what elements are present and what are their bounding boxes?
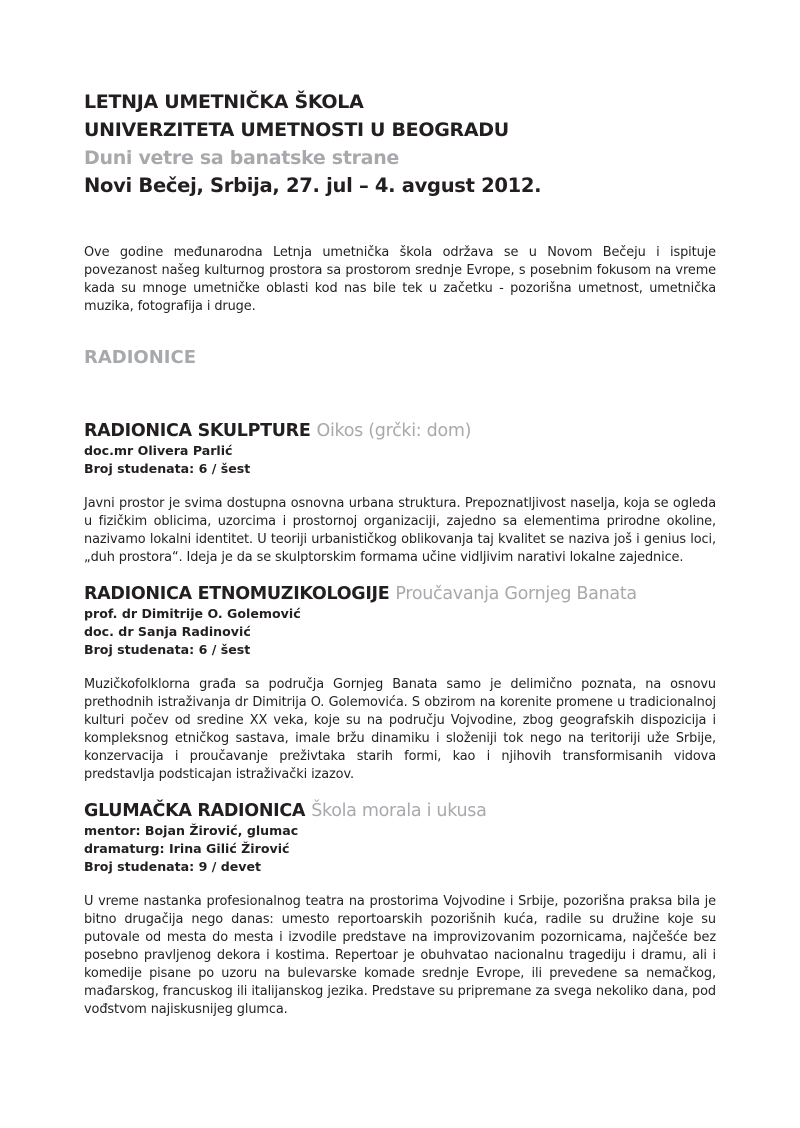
workshop-meta xyxy=(84,822,716,876)
workshop-dramaturg: dramaturg: Irina Gilić Žirović xyxy=(84,841,290,856)
workshop-mentor: mentor: Bojan Žirović, glumac xyxy=(84,823,299,838)
workshop-ethnomusicology xyxy=(84,583,716,784)
workshop-student-count: Broj studenata: 6 / šest xyxy=(84,642,251,657)
workshop-student-count: Broj studenata: 9 / devet xyxy=(84,859,262,874)
workshop-description: Muzičkofolklorna građa sa područja Gornjeg Banata samo je delimično poznata, na osnovu prethodnih istraživanja dr Dimitrija O. Golemovića. S obzirom na korenite promene u tradicionalnoj kulturi počev od sredine XX veka, koje su na području Vojvodine, zbog geografskih dispozicija i kompleksnog etničkog sastava, imale bržu dinamiku i složeniji tok nego na teritoriji uže Srbije, konzervacija i proučavanje preživtaka starih formi, kao i njihovih transformisanih vidova predstavlja podsticajan istraživački izazov. xyxy=(84,677,716,782)
workshop-mentor: prof. dr Dimitrije O. Golemović xyxy=(84,606,301,621)
workshop-student-count: Broj studenata: 6 / šest xyxy=(84,461,251,476)
workshop-meta xyxy=(84,442,716,478)
intro-paragraph: Ove godine međunarodna Letnja umetnička škola održava se u Novom Bečeju i ispituje povezanost našeg kulturnog prostora sa prostorom srednje Evrope, s posebnim fokusom na vreme kada su mnoge umetničke oblasti kod nas bile tek u začetku - pozorišna umetnost, umetnička muzika, fotografija i druge. xyxy=(84,245,716,314)
workshop-theme: Oikos (grčki: dom) xyxy=(316,421,472,441)
workshop-heading xyxy=(84,800,716,822)
workshop-mentor: doc.mr Olivera Parlić xyxy=(84,443,233,458)
workshop-acting xyxy=(84,800,716,1019)
workshop-description: Javni prostor je svima dostupna osnovna urbana struktura. Prepoznatljivost naselja, koja se ogleda u fizičkim oblicima, uzorcima i prostornoj organizaciji, zajedno sa elementima prirodne okoline, nazivamo lokalni identitet. U teoriji urbanističkog oblikovanja taj kvalitet se naziva još i genius loci, „duh prostora“. Ideja je da se skulptorskim formama učine vidljivim narativi lokalne zajednice. xyxy=(84,496,716,565)
workshop-heading xyxy=(84,420,716,442)
header-subtitle: Duni vetre sa banatske strane xyxy=(84,147,400,169)
workshop-meta xyxy=(84,605,716,659)
workshop-sculpture xyxy=(84,420,716,567)
workshop-name: RADIONICA SKULPTURE xyxy=(84,421,311,441)
document-page xyxy=(84,88,716,1032)
document-header xyxy=(84,88,716,200)
workshop-theme: Proučavanja Gornjeg Banata xyxy=(395,584,637,604)
workshop-description: U vreme nastanka profesionalnog teatra na prostorima Vojvodine i Srbije, pozorišna praksa bila je bitno drugačija nego danas: umesto reportoarskih pozorišnih kuća, radile su družine koje su putovale od mesta do mesta i izvodile predstave na improvizovanim pozornicama, najčešće bez posebno pravljenog dekora i kostima. Repertoar je obuhvatao nacionalnu tragediju i dramu, ali i komedije pisane po uzoru na bulevarske komade srednje Evrope, ili prevedene sa nemačkog, mađarskog, francuskog ili italijanskog jezika. Predstave su pripremane za svega nekoliko dana, pod vođstvom najiskusnijeg glumca. xyxy=(84,894,716,1017)
header-date-location: Novi Bečej, Srbija, 27. jul – 4. avgust 2012. xyxy=(84,174,542,197)
workshop-theme: Škola morala i ukusa xyxy=(311,801,487,821)
workshop-name: GLUMAČKA RADIONICA xyxy=(84,801,306,821)
header-title-line-1: LETNJA UMETNIČKA ŠKOLA xyxy=(84,91,364,113)
workshop-heading xyxy=(84,583,716,605)
workshop-mentor: doc. dr Sanja Radinović xyxy=(84,624,251,639)
header-title-line-2: UNIVERZITETA UMETNOSTI U BEOGRADU xyxy=(84,119,509,141)
section-title-radionice: RADIONICE xyxy=(84,347,196,368)
workshop-name: RADIONICA ETNOMUZIKOLOGIJE xyxy=(84,584,390,604)
